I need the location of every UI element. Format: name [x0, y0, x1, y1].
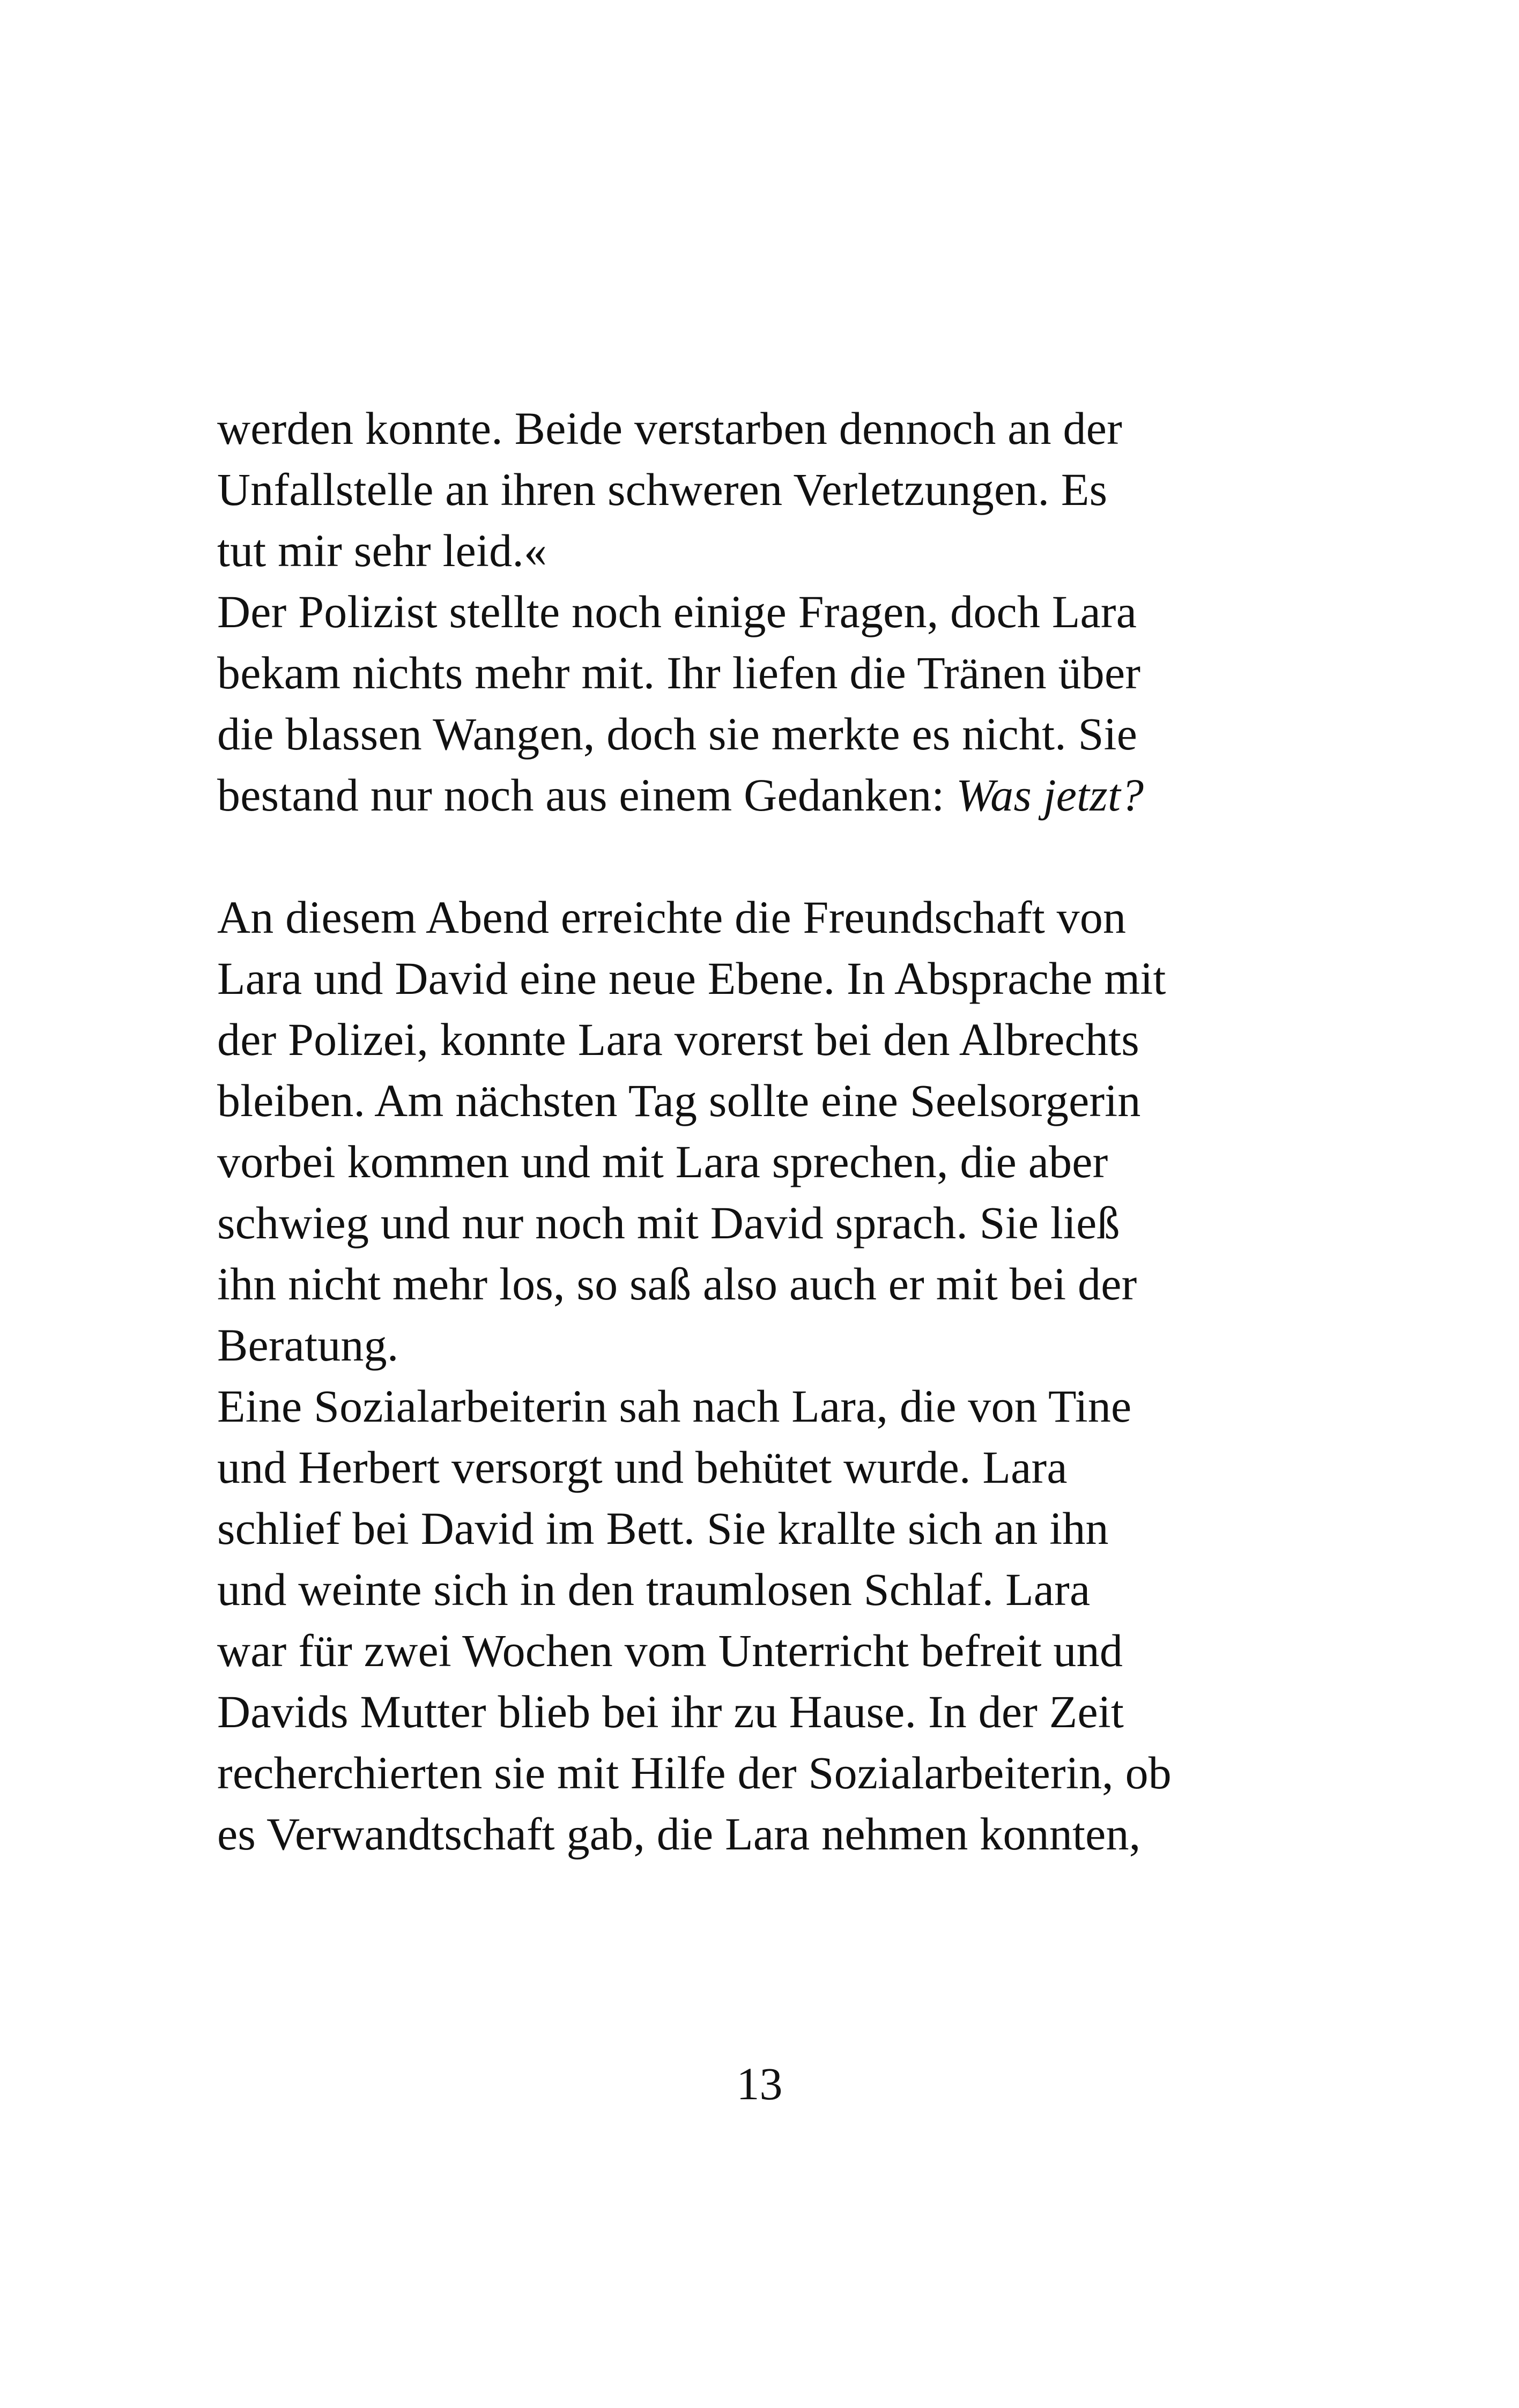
- text-line: schlief bei David im Bett. Sie krallte sich an ihn: [217, 1503, 1109, 1554]
- text-line: ihn nicht mehr los, so saß also auch er mit bei der: [217, 1258, 1137, 1310]
- text-segment: bestand nur noch aus einem Gedanken:: [217, 769, 957, 821]
- body-text: [217, 398, 1359, 1864]
- text-line: recherchierten sie mit Hilfe der Sozialarbeiterin, ob: [217, 1747, 1172, 1798]
- text-line: war für zwei Wochen vom Unterricht befreit und: [217, 1625, 1123, 1676]
- text-line: [217, 764, 1359, 826]
- text-line: der Polizei, konnte Lara vorerst bei den Albrechts: [217, 1014, 1139, 1065]
- text-line: Lara und David eine neue Ebene. In Absprache mit: [217, 953, 1166, 1004]
- text-line: tut mir sehr leid.«: [217, 525, 547, 576]
- text-line: es Verwandtschaft gab, die Lara nehmen konnten,: [217, 1808, 1141, 1860]
- text-line: bleiben. Am nächsten Tag sollte eine Seelsorgerin: [217, 1075, 1141, 1126]
- text-line: und Herbert versorgt und behütet wurde. Lara: [217, 1441, 1068, 1493]
- text-line: An diesem Abend erreichte die Freundschaft von: [217, 891, 1127, 943]
- text-line: Davids Mutter blieb bei ihr zu Hause. In der Zeit: [217, 1686, 1124, 1737]
- text-line: und weinte sich in den traumlosen Schlaf. Lara: [217, 1564, 1091, 1615]
- text-line: vorbei kommen und mit Lara sprechen, die aber: [217, 1136, 1108, 1187]
- text-line: Unfallstelle an ihren schweren Verletzungen. Es: [217, 464, 1108, 515]
- text-line: Beratung.: [217, 1319, 399, 1371]
- text-line: die blassen Wangen, doch sie merkte es nicht. Sie: [217, 708, 1138, 760]
- italic-thought: Was jetzt?: [956, 769, 1144, 821]
- text-line: Eine Sozialarbeiterin sah nach Lara, die von Tine: [217, 1380, 1132, 1432]
- text-line: bekam nichts mehr mit. Ihr liefen die Tränen über: [217, 647, 1141, 698]
- text-line: Der Polizist stellte noch einige Fragen, doch Lara: [217, 586, 1137, 637]
- text-line: schwieg und nur noch mit David sprach. Sie ließ: [217, 1197, 1120, 1248]
- text-line: werden konnte. Beide verstarben dennoch an der: [217, 403, 1122, 454]
- paragraph-break: [217, 826, 1359, 887]
- page-number: 13: [736, 2058, 783, 2109]
